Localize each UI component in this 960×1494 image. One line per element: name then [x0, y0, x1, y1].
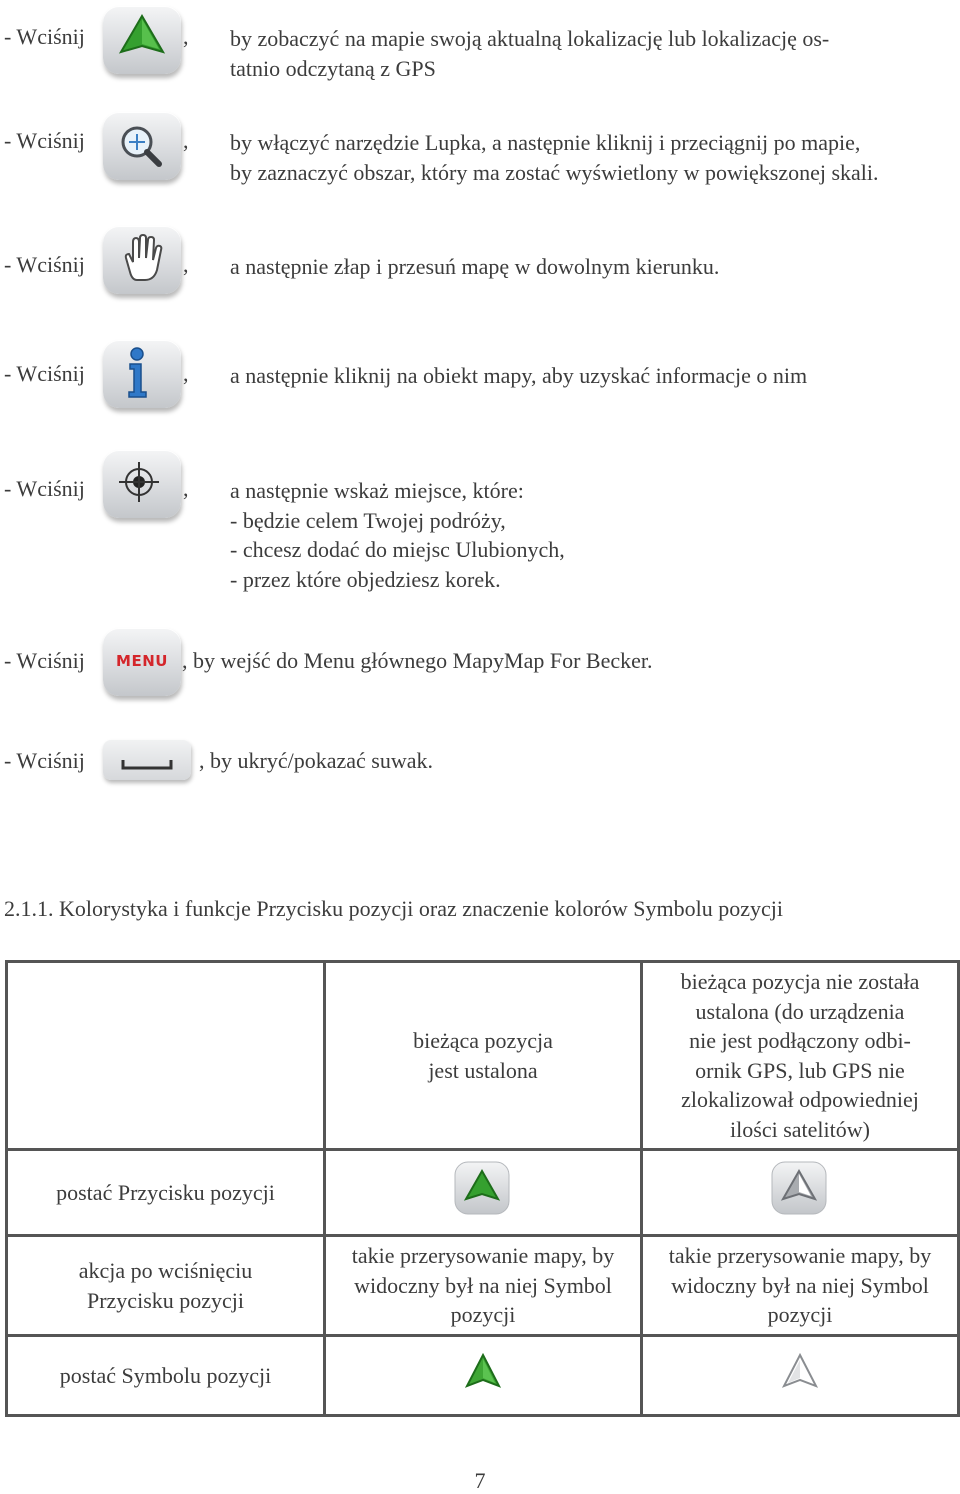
position-symbol-green-icon [463, 1352, 503, 1400]
cell-icon [642, 1150, 959, 1236]
row-label: postać Przycisku pozycji [7, 1150, 325, 1236]
instruction-label: - Wciśnij [4, 476, 85, 501]
table-header-not-fixed: bieżąca pozycja nie została ustalona (do urządzenia nie jest podłączony odbi- ornik GPS, lub GPS nie zlokalizował odpowiedniej ilości satelitów) [642, 962, 959, 1150]
table-header-empty [7, 962, 325, 1150]
instruction-label: - Wciśnij [4, 252, 85, 277]
hand-icon[interactable] [103, 226, 181, 294]
position-colors-table [5, 960, 960, 1417]
menu-icon[interactable] [103, 628, 181, 696]
position-button-grey-icon [769, 1159, 831, 1227]
section-heading: 2.1.1. Kolorystyka i funkcje Przycisku pozycji oraz znaczenie kolorów Symbolu pozycji [4, 896, 783, 921]
instruction-description: by zobaczyć na mapie swoją aktualną lokalizację lub lokalizację os- tatnio odczytaną z GPS [230, 26, 830, 81]
table-header-row [7, 962, 959, 1150]
location-arrow-icon[interactable] [103, 6, 181, 74]
instruction-label: - Wciśnij [4, 361, 85, 386]
menu-icon-text: MENU [116, 652, 168, 670]
instruction-label: - Wciśnij [4, 748, 85, 773]
cell-text: takie przerysowanie mapy, by widoczny był na niej Symbol pozycji [642, 1236, 959, 1336]
magnifier-icon[interactable] [103, 112, 181, 180]
page-number: 7 [474, 1468, 486, 1493]
row-label: postać Symbolu pozycji [7, 1336, 325, 1416]
instruction-label: - Wciśnij [4, 128, 85, 153]
cell-icon [325, 1150, 642, 1236]
position-button-green-icon [452, 1159, 514, 1227]
table-row [7, 1336, 959, 1416]
info-icon[interactable] [103, 340, 181, 408]
instruction-description: , by wejść do Menu głównego MapyMap For Becker. [182, 648, 653, 673]
instruction-description: a następnie wskaż miejsce, które: - będzie celem Twojej podróży, - chcesz dodać do miejsc Ulubionych, - przez które objedziesz korek. [230, 478, 565, 592]
slider-toggle-icon[interactable] [103, 740, 191, 780]
row-label: akcja po wciśnięciu Przycisku pozycji [7, 1236, 325, 1336]
instruction-description: a następnie kliknij na obiekt mapy, aby uzyskać informacje o nim [230, 363, 808, 388]
cell-text: takie przerysowanie mapy, by widoczny był na niej Symbol pozycji [325, 1236, 642, 1336]
position-symbol-white-icon [780, 1352, 820, 1400]
table-row [7, 1150, 959, 1236]
instruction-description: by włączyć narzędzie Lupka, a następnie kliknij i przeciągnij po mapie, by zaznaczyć obszar, który ma zostać wyświetlony w powiększonej skali. [230, 130, 879, 185]
table-row [7, 1236, 959, 1336]
table-header-fixed: bieżąca pozycja jest ustalona [325, 962, 642, 1150]
instruction-label: - Wciśnij [4, 648, 85, 673]
cell-icon [642, 1336, 959, 1416]
instruction-label: - Wciśnij [4, 24, 85, 49]
cell-icon [325, 1336, 642, 1416]
crosshair-icon[interactable] [103, 450, 181, 518]
instruction-description: a następnie złap i przesuń mapę w dowolnym kierunku. [230, 254, 720, 279]
instruction-description: , by ukryć/pokazać suwak. [199, 748, 433, 773]
